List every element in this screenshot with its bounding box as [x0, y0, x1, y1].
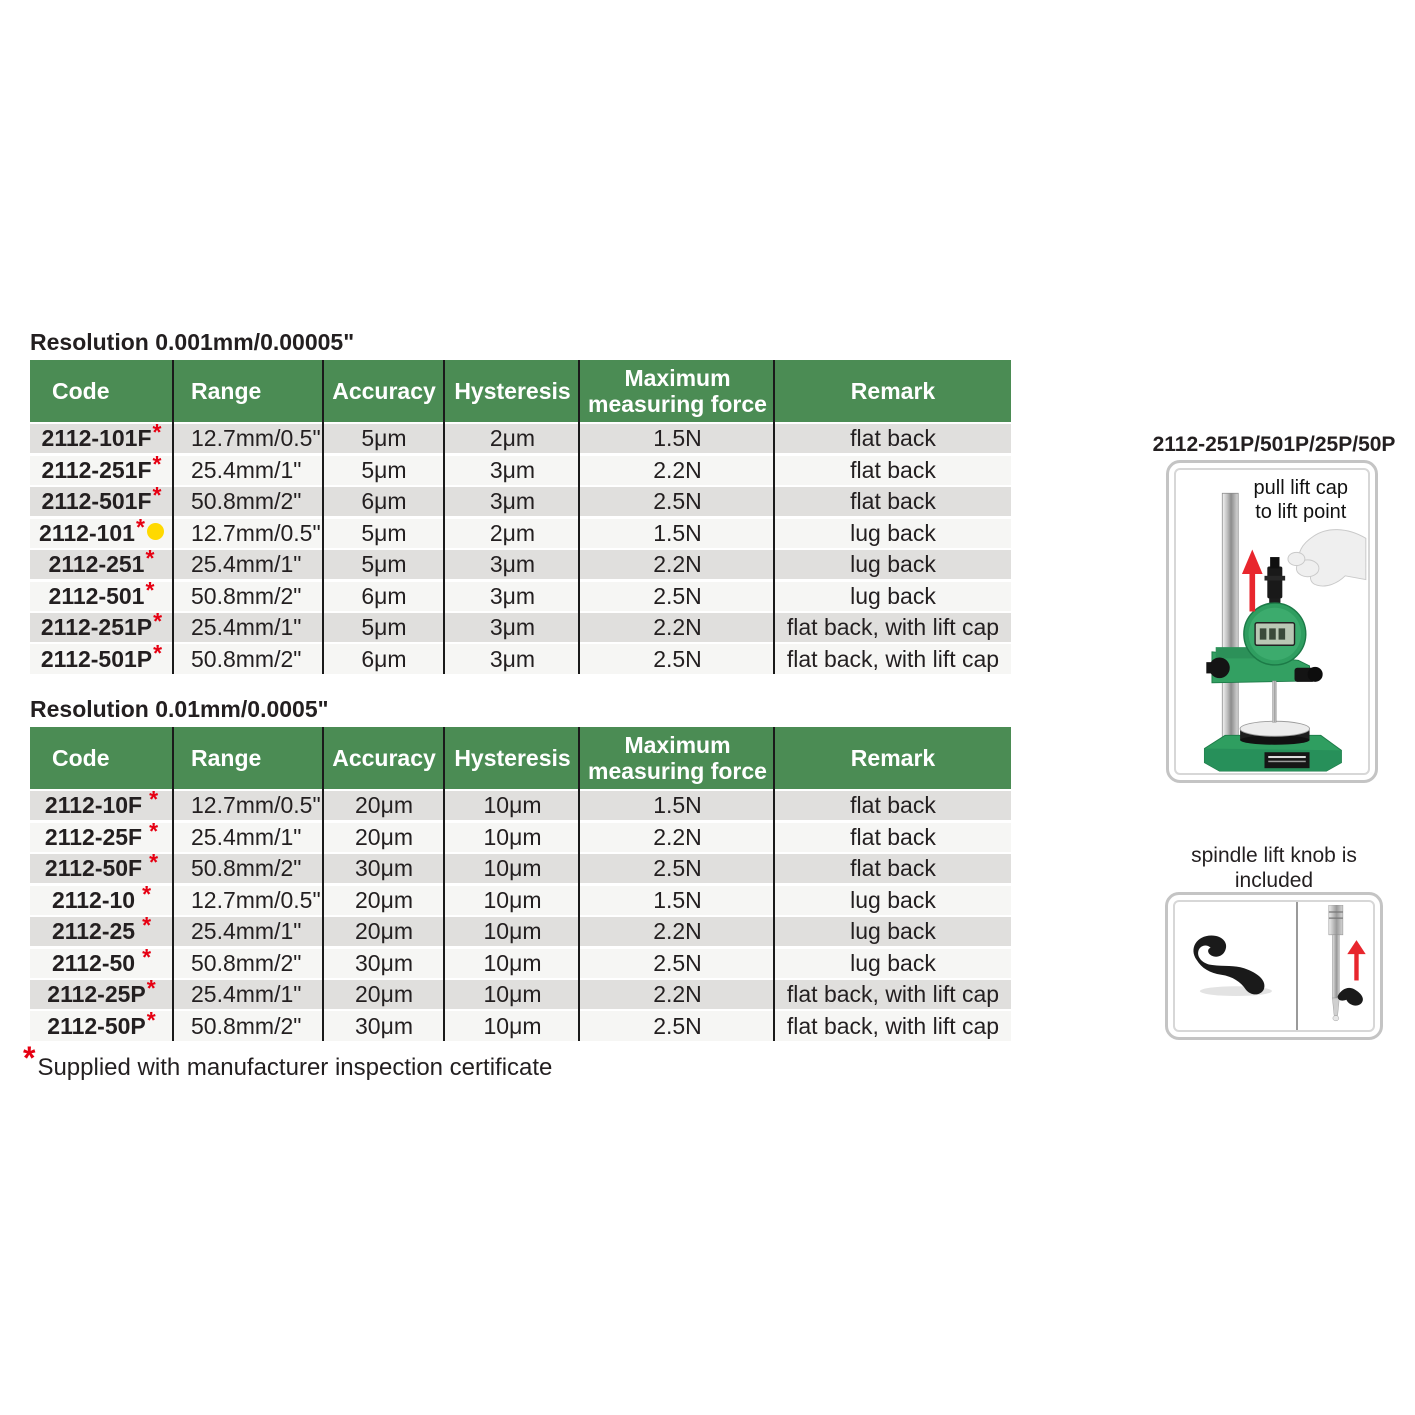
table-row	[30, 639, 1011, 673]
table-body	[30, 786, 1011, 1041]
cell-range: 25.4mm/1"	[191, 614, 302, 641]
cell-hysteresis: 2μm	[489, 425, 536, 452]
table-row	[30, 786, 1011, 820]
cell-code	[30, 880, 173, 915]
code-text: 2112-50F	[44, 855, 143, 882]
column-divider	[322, 727, 324, 1041]
table-row	[30, 513, 1011, 548]
cell-force: 1.5N	[653, 425, 702, 452]
lift-caption-line2: to lift point	[1255, 501, 1347, 523]
spec-table-resolution-001	[30, 360, 1011, 674]
anvil	[1240, 721, 1309, 744]
cell-force: 2.2N	[653, 456, 702, 483]
figure-lift-cap-frame	[1174, 468, 1370, 775]
certificate-asterisk: *	[149, 786, 159, 813]
cell-remark: flat back, with lift cap	[786, 614, 1000, 641]
cell-accuracy: 6μm	[361, 645, 407, 672]
cell-hysteresis: 3μm	[489, 614, 536, 641]
code-text: 2112-10F	[44, 792, 143, 819]
cell-hysteresis: 10μm	[483, 823, 542, 850]
certificate-asterisk: *	[146, 975, 156, 1002]
cell-range: 12.7mm/0.5"	[191, 792, 321, 819]
section-title-resolution-01: Resolution 0.01mm/0.0005"	[30, 696, 329, 722]
header-accuracy: Accuracy	[332, 377, 436, 404]
cell-force: 2.5N	[653, 855, 702, 882]
cell-code	[30, 419, 173, 453]
cell-force: 2.2N	[653, 981, 702, 1008]
table-header-row	[30, 360, 1011, 422]
header-remark: Remark	[850, 744, 936, 771]
cell-accuracy: 20μm	[355, 886, 413, 913]
footnote	[23, 1040, 553, 1083]
cell-force: 2.5N	[653, 645, 702, 672]
header-hysteresis: Hysteresis	[454, 377, 571, 404]
column-divider	[172, 360, 174, 674]
lift-caption-line1: pull lift cap	[1253, 477, 1349, 499]
cell-hysteresis: 3μm	[489, 551, 536, 578]
column-divider	[578, 727, 580, 1041]
cell-force: 2.5N	[653, 1012, 702, 1039]
certificate-asterisk: *	[152, 419, 162, 446]
cell-hysteresis: 10μm	[483, 918, 542, 945]
code-text: 2112-251P	[40, 614, 153, 641]
certificate-asterisk: *	[142, 880, 152, 907]
certificate-asterisk: *	[152, 482, 162, 509]
code-text: 2112-251	[48, 551, 145, 578]
spindle-knob-note-line1: spindle lift knob is	[1191, 844, 1357, 867]
header-range: Range	[191, 377, 262, 404]
certificate-asterisk: *	[142, 943, 152, 970]
certificate-asterisk: *	[146, 1006, 156, 1033]
cell-force: 2.2N	[653, 551, 702, 578]
column-divider	[443, 727, 445, 1041]
column-divider	[322, 360, 324, 674]
cell-range: 50.8mm/2"	[191, 855, 302, 882]
cell-code	[30, 786, 173, 820]
cell-range: 50.8mm/2"	[191, 949, 302, 976]
cell-range: 50.8mm/2"	[191, 488, 302, 515]
section-title-resolution-001: Resolution 0.001mm/0.00005"	[30, 329, 355, 355]
comparator-stand-photo	[1176, 482, 1368, 773]
code-text: 2112-10	[51, 886, 136, 913]
certificate-asterisk: *	[152, 450, 162, 477]
cell-hysteresis: 3μm	[489, 456, 536, 483]
cell-remark: lug back	[850, 949, 936, 976]
certificate-asterisk: *	[135, 513, 145, 540]
cell-accuracy: 6μm	[361, 488, 407, 515]
column-divider	[773, 727, 775, 1041]
cell-range: 50.8mm/2"	[191, 645, 302, 672]
cell-remark: flat back, with lift cap	[786, 645, 1000, 672]
cell-code	[30, 482, 173, 516]
cell-remark: flat back, with lift cap	[786, 981, 1000, 1008]
yellow-dot	[147, 523, 164, 540]
code-text: 2112-50	[51, 949, 136, 976]
footnote-asterisk: *	[23, 1040, 36, 1076]
table-row	[30, 817, 1011, 852]
header-max-force: Maximum measuring force	[588, 732, 767, 784]
figure-spindle-knob	[1165, 892, 1383, 1040]
cell-range: 25.4mm/1"	[191, 823, 302, 850]
up-arrow-icon	[1347, 940, 1365, 980]
table-row	[30, 450, 1011, 485]
code-text: 2112-501	[48, 582, 145, 609]
cell-hysteresis: 10μm	[483, 886, 542, 913]
spec-table-resolution-01	[30, 727, 1011, 1041]
cell-code	[30, 608, 173, 642]
certificate-asterisk: *	[149, 817, 159, 844]
cell-force: 2.5N	[653, 488, 702, 515]
cell-force: 2.5N	[653, 949, 702, 976]
table-header-row	[30, 727, 1011, 789]
header-accuracy: Accuracy	[332, 744, 436, 771]
cell-remark: flat back, with lift cap	[786, 1012, 1000, 1039]
stand-column	[1222, 493, 1238, 741]
column-divider	[773, 360, 775, 674]
cell-remark: lug back	[850, 551, 936, 578]
cell-force: 2.2N	[653, 614, 702, 641]
cell-hysteresis: 2μm	[489, 519, 536, 546]
cell-force: 1.5N	[653, 519, 702, 546]
cell-code	[30, 513, 173, 548]
code-text: 2112-501P	[40, 645, 153, 672]
cell-hysteresis: 10μm	[483, 855, 542, 882]
cell-accuracy: 20μm	[355, 792, 413, 819]
cell-range: 25.4mm/1"	[191, 551, 302, 578]
spindle-knob-note-line2: included	[1234, 869, 1314, 892]
certificate-asterisk: *	[142, 912, 152, 939]
gloved-hand	[1288, 530, 1366, 586]
cell-code	[30, 849, 173, 883]
cell-code	[30, 912, 173, 946]
cell-range: 25.4mm/1"	[191, 981, 302, 1008]
cell-force: 2.2N	[653, 823, 702, 850]
cell-remark: lug back	[850, 519, 936, 546]
spindle-knob-note	[1152, 843, 1396, 893]
cell-accuracy: 30μm	[355, 855, 413, 882]
code-text: 2112-101F	[41, 425, 152, 452]
cell-accuracy: 5μm	[361, 519, 407, 546]
cell-accuracy: 6μm	[361, 582, 407, 609]
certificate-asterisk: *	[149, 849, 159, 876]
up-arrow-icon	[1242, 550, 1263, 612]
code-text: 2112-251F	[41, 456, 152, 483]
cell-accuracy: 30μm	[355, 949, 413, 976]
header-remark: Remark	[850, 377, 936, 404]
cell-code	[30, 450, 173, 485]
cell-remark: lug back	[850, 582, 936, 609]
cell-remark: flat back	[850, 456, 936, 483]
table-row	[30, 975, 1011, 1009]
cell-accuracy: 5μm	[361, 456, 407, 483]
table-row	[30, 608, 1011, 642]
cell-range: 25.4mm/1"	[191, 918, 302, 945]
spindle-with-knob-icon	[1299, 905, 1373, 1028]
code-text: 2112-25F	[44, 823, 143, 850]
cell-hysteresis: 10μm	[483, 1012, 542, 1039]
cell-remark: lug back	[850, 918, 936, 945]
header-code: Code	[52, 377, 110, 404]
code-text: 2112-101	[39, 519, 135, 546]
table-row	[30, 1006, 1011, 1040]
cell-range: 50.8mm/2"	[191, 1012, 302, 1039]
cell-hysteresis: 10μm	[483, 792, 542, 819]
cell-hysteresis: 10μm	[483, 981, 542, 1008]
cell-range: 12.7mm/0.5"	[191, 425, 321, 452]
certificate-asterisk: *	[145, 545, 155, 572]
table-body	[30, 419, 1011, 674]
table-row	[30, 482, 1011, 516]
cell-code	[30, 1006, 173, 1040]
cell-accuracy: 5μm	[361, 425, 407, 452]
cell-code	[30, 975, 173, 1009]
figure-lift-cap	[1166, 460, 1378, 783]
column-divider	[578, 360, 580, 674]
code-text: 2112-25P	[47, 981, 146, 1008]
cell-force: 1.5N	[653, 792, 702, 819]
attached-knob	[1337, 987, 1362, 1005]
cell-accuracy: 5μm	[361, 551, 407, 578]
cell-range: 12.7mm/0.5"	[191, 886, 321, 913]
cell-hysteresis: 3μm	[489, 582, 536, 609]
code-text: 2112-50P	[47, 1012, 146, 1039]
header-hysteresis: Hysteresis	[454, 744, 571, 771]
cell-remark: flat back	[850, 792, 936, 819]
table-row	[30, 912, 1011, 946]
cell-force: 1.5N	[653, 886, 702, 913]
cell-remark: flat back	[850, 425, 936, 452]
cell-accuracy: 20μm	[355, 823, 413, 850]
table-row	[30, 943, 1011, 978]
side-product-label: 2112-251P/501P/25P/50P	[1152, 433, 1396, 456]
cell-remark: lug back	[850, 886, 936, 913]
cell-accuracy: 20μm	[355, 918, 413, 945]
table-row	[30, 419, 1011, 453]
spindle-lift-knob-icon	[1182, 929, 1288, 1003]
column-divider	[172, 727, 174, 1041]
certificate-asterisk: *	[153, 608, 163, 635]
code-text: 2112-25	[51, 918, 136, 945]
cell-hysteresis: 3μm	[489, 645, 536, 672]
spindle	[1272, 681, 1276, 722]
table-row	[30, 880, 1011, 915]
cell-range: 25.4mm/1"	[191, 456, 302, 483]
header-code: Code	[52, 744, 110, 771]
header-range: Range	[191, 744, 262, 771]
code-text: 2112-501F	[41, 488, 152, 515]
cell-range: 12.7mm/0.5"	[191, 519, 321, 546]
figure-spindle-knob-frame	[1173, 900, 1375, 1032]
lift-cap	[1264, 557, 1285, 598]
knob-pane	[1175, 902, 1298, 1030]
cell-remark: flat back	[850, 855, 936, 882]
cell-code	[30, 943, 173, 978]
table-row	[30, 545, 1011, 579]
cell-hysteresis: 3μm	[489, 488, 536, 515]
cell-force: 2.2N	[653, 918, 702, 945]
certificate-asterisk: *	[145, 576, 155, 603]
cell-remark: flat back	[850, 823, 936, 850]
column-divider	[443, 360, 445, 674]
cell-force: 2.5N	[653, 582, 702, 609]
cell-range: 50.8mm/2"	[191, 582, 302, 609]
cell-hysteresis: 10μm	[483, 949, 542, 976]
cell-remark: flat back	[850, 488, 936, 515]
table-row	[30, 849, 1011, 883]
header-max-force: Maximum measuring force	[588, 365, 767, 417]
table-row	[30, 576, 1011, 611]
cell-accuracy: 30μm	[355, 1012, 413, 1039]
cell-code	[30, 817, 173, 852]
cell-accuracy: 20μm	[355, 981, 413, 1008]
cell-accuracy: 5μm	[361, 614, 407, 641]
lift-caption	[1236, 476, 1367, 524]
cell-code	[30, 639, 173, 673]
cell-code	[30, 545, 173, 579]
certificate-asterisk: *	[153, 639, 163, 666]
cell-code	[30, 576, 173, 611]
spindle-pane	[1298, 902, 1373, 1030]
footnote-text: Supplied with manufacturer inspection certificate	[37, 1054, 553, 1081]
